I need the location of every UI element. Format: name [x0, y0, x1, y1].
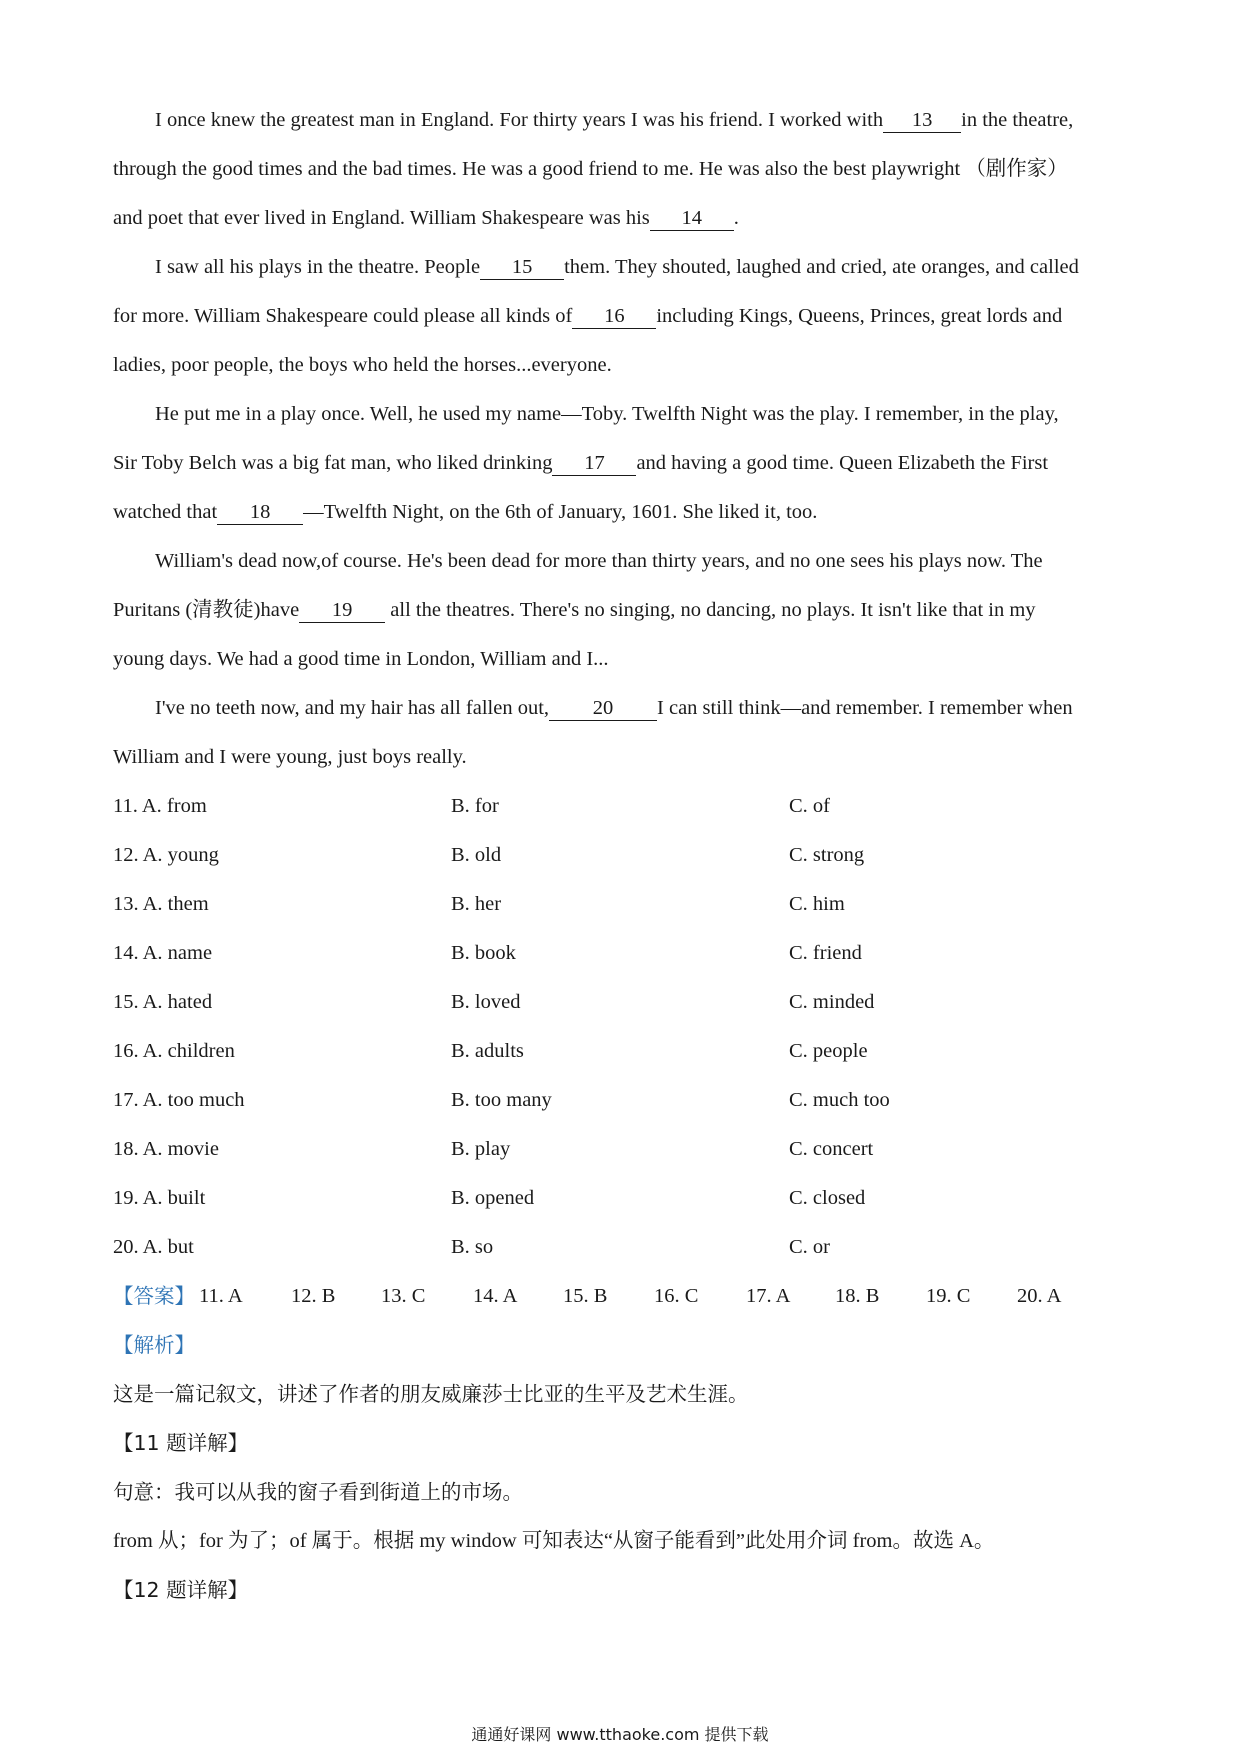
page-footer: 通通好课网 www.tthaoke.com 提供下载	[471, 1725, 769, 1744]
option-row-13	[113, 894, 1123, 920]
q11-explanation: from 从；for 为了；of 属于。根据 my window 可知表达“从窗子能看到”此处用介词 from。故选 A。	[113, 1530, 995, 1552]
passage-p5-line2: William and I were young, just boys really.	[113, 746, 467, 768]
option-c: C. closed	[789, 1187, 866, 1209]
passage-p2-line3: ladies, poor people, the boys who held the horses...everyone.	[113, 354, 612, 376]
answer-item: 11. A	[199, 1285, 243, 1307]
option-row-18	[113, 1139, 1123, 1165]
option-b: B. play	[451, 1138, 511, 1160]
option-c: C. minded	[789, 991, 875, 1013]
option-row-11	[113, 796, 1123, 822]
analysis-summary: 这是一篇记叙文，讲述了作者的朋友威廉莎士比亚的生平及艺术生涯。	[113, 1382, 749, 1406]
option-row-20	[113, 1237, 1123, 1263]
option-b: B. loved	[451, 991, 521, 1013]
blank-19: 19	[299, 600, 385, 623]
passage-p5-line1: I've no teeth now, and my hair has all fallen out, 20 I can still think—and remember. I remember when	[155, 697, 1073, 719]
option-b: B. too many	[451, 1089, 552, 1111]
option-c: C. people	[789, 1040, 868, 1062]
blank-17: 17	[552, 453, 636, 476]
answer-item: 16. C	[654, 1285, 699, 1307]
passage-p4-line1: William's dead now,of course. He's been dead for more than thirty years, and no one sees his plays now. The	[155, 550, 1043, 572]
option-row-14	[113, 943, 1123, 969]
blank-20: 20	[549, 698, 657, 721]
q12-heading: 【12 题详解】	[113, 1578, 249, 1602]
option-a: 15. A. hated	[113, 991, 213, 1013]
passage-p4-line3: young days. We had a good time in London, William and I...	[113, 648, 609, 670]
passage-p2-line1: I saw all his plays in the theatre. People 15 them. They shouted, laughed and cried, ate oranges, and called	[155, 256, 1079, 278]
option-a: 18. A. movie	[113, 1138, 219, 1160]
option-b: B. adults	[451, 1040, 524, 1062]
passage-p1-line1: I once knew the greatest man in England. For thirty years I was his friend. I worked with 13 in the theatre,	[155, 109, 1074, 131]
option-row-12	[113, 845, 1123, 871]
option-a: 14. A. name	[113, 942, 213, 964]
option-a: 20. A. but	[113, 1236, 194, 1258]
option-c: C. of	[789, 795, 830, 817]
answer-item: 12. B	[291, 1285, 336, 1307]
answer-item: 20. A	[1017, 1285, 1062, 1307]
blank-16: 16	[572, 306, 656, 329]
option-a: 17. A. too much	[113, 1089, 245, 1111]
q11-heading: 【11 题详解】	[113, 1431, 249, 1455]
option-c: C. or	[789, 1236, 830, 1258]
option-b: B. old	[451, 844, 502, 866]
option-b: B. so	[451, 1236, 494, 1258]
answer-tag: 【答案】	[113, 1284, 195, 1308]
answer-item: 17. A	[746, 1285, 791, 1307]
passage-p2-line2: for more. William Shakespeare could please all kinds of 16 including Kings, Queens, Princes, great lords and	[113, 305, 1063, 327]
blank-14: 14	[650, 208, 734, 231]
passage-p3-line3: watched that 18 —Twelfth Night, on the 6th of January, 1601. She liked it, too.	[113, 501, 818, 523]
option-row-17	[113, 1090, 1123, 1116]
option-b: B. opened	[451, 1187, 535, 1209]
option-c: C. much too	[789, 1089, 890, 1111]
answer-item: 13. C	[381, 1285, 426, 1307]
option-c: C. strong	[789, 844, 865, 866]
option-row-15	[113, 992, 1123, 1018]
answer-item: 15. B	[563, 1285, 608, 1307]
option-row-16	[113, 1041, 1123, 1067]
blank-18: 18	[217, 502, 303, 525]
answer-item: 14. A	[473, 1285, 518, 1307]
passage-p3-line2: Sir Toby Belch was a big fat man, who liked drinking 17 and having a good time. Queen Elizabeth the First	[113, 452, 1049, 474]
option-row-19	[113, 1188, 1123, 1214]
option-c: C. him	[789, 893, 845, 915]
option-a: 13. A. them	[113, 893, 209, 915]
option-b: B. book	[451, 942, 516, 964]
passage-p1-line2: through the good times and the bad times. He was a good friend to me. He was also the best playwright （剧作家）	[113, 158, 1068, 180]
option-b: B. for	[451, 795, 499, 817]
analysis-tag: 【解析】	[113, 1333, 195, 1357]
option-b: B. her	[451, 893, 502, 915]
blank-13: 13	[883, 110, 961, 133]
passage-p1-line3: and poet that ever lived in England. William Shakespeare was his 14 .	[113, 207, 739, 229]
option-c: C. friend	[789, 942, 862, 964]
q11-meaning: 句意：我可以从我的窗子看到街道上的市场。	[113, 1480, 523, 1504]
answer-item: 19. C	[926, 1285, 971, 1307]
passage-p4-line2: Puritans (清教徒)have 19 all the theatres. There's no singing, no dancing, no plays. It isn't like that in my	[113, 599, 1036, 621]
option-a: 12. A. young	[113, 844, 219, 866]
blank-15: 15	[480, 257, 564, 280]
option-a: 16. A. children	[113, 1040, 235, 1062]
answer-item: 18. B	[835, 1285, 880, 1307]
answer-key	[113, 1286, 1123, 1312]
passage-p3-line1: He put me in a play once. Well, he used my name—Toby. Twelfth Night was the play. I remember, in the play,	[155, 403, 1059, 425]
option-a: 11. A. from	[113, 795, 207, 817]
option-c: C. concert	[789, 1138, 874, 1160]
option-a: 19. A. built	[113, 1187, 206, 1209]
